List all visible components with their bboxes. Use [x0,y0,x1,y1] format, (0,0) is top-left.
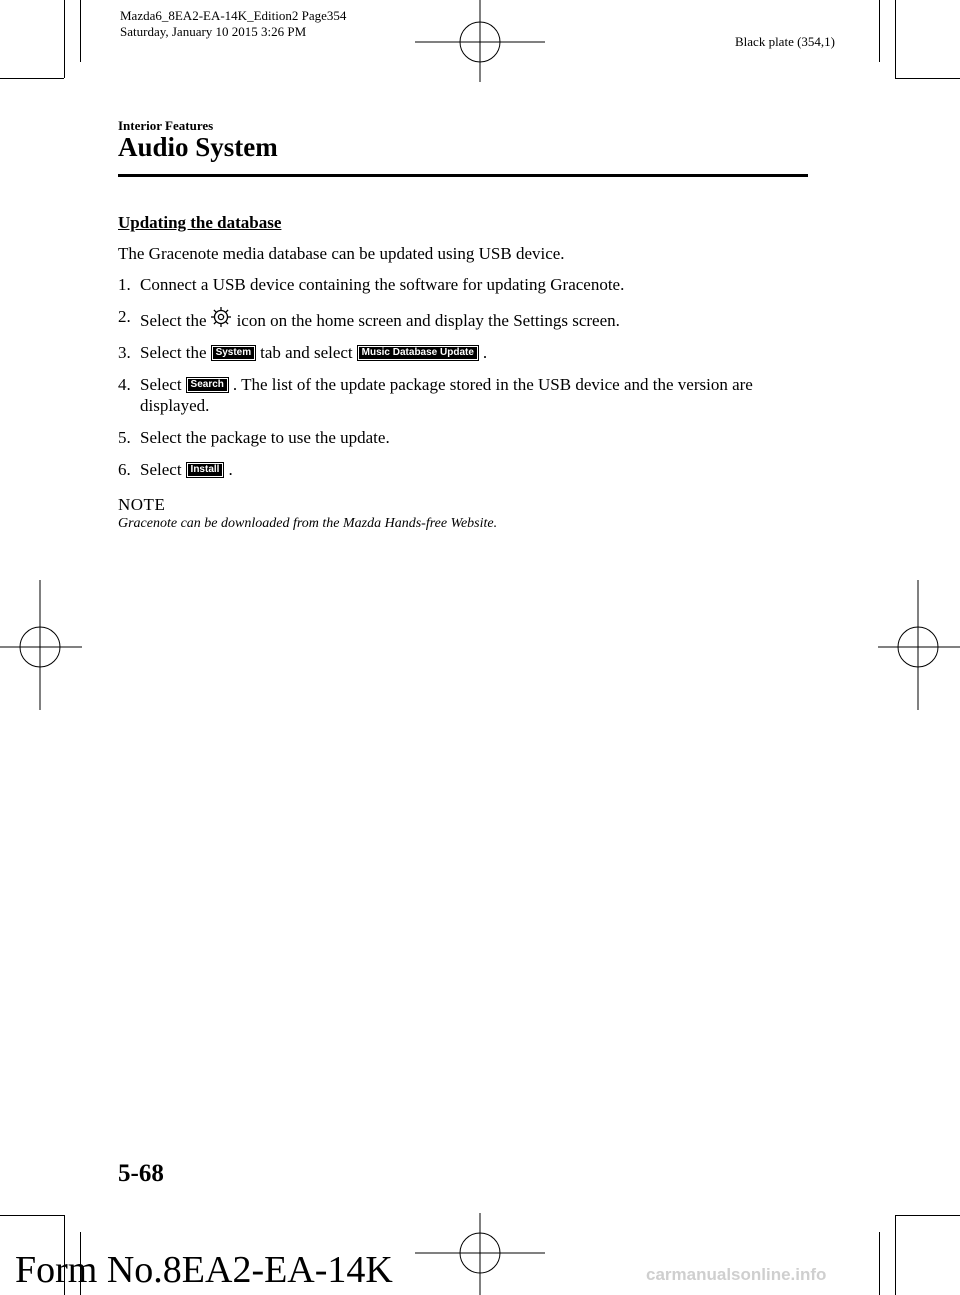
registration-mark-bottom [415,1213,545,1295]
page-title: Audio System [118,132,278,162]
crop-mark [879,0,880,62]
step-text-post: icon on the home screen and display the Settings screen. [236,311,620,330]
print-meta-date: Saturday, January 10 2015 3:26 PM [120,24,307,39]
crop-mark [895,1215,960,1216]
system-tab-button: System [211,345,257,361]
step-text-pre: Select the [140,343,207,362]
step-number: 3. [118,343,131,362]
step-number: 4. [118,375,131,394]
crop-mark [895,78,960,79]
section-label: Interior Features [118,118,214,133]
crop-mark [879,1232,880,1295]
step-number: 6. [118,460,131,479]
search-button: Search [186,377,229,393]
step-4 [118,374,808,416]
step-text-pre: Select [140,375,182,394]
step-text-mid: tab and select [260,343,353,362]
crop-mark [0,78,64,79]
form-number: Form No.8EA2-EA-14K [15,1249,393,1291]
crop-mark [895,1215,896,1295]
step-number: 2. [118,307,131,326]
crop-mark [64,0,65,78]
step-text: Select the package to use the update. [140,428,390,447]
step-text-post: . The list of the update package stored in the USB device and the version are displayed. [140,375,753,415]
registration-mark-right [878,580,960,710]
step-5 [118,427,808,448]
step-text: Connect a USB device containing the software for updating Gracenote. [140,275,625,294]
print-meta-file: Mazda6_8EA2-EA-14K_Edition2 Page354 [120,8,347,23]
note-text: Gracenote can be downloaded from the Mazda Hands-free Website. [118,516,498,531]
step-number: 5. [118,428,131,447]
title-rule [118,174,808,177]
step-text-post: . [482,343,488,362]
print-meta [120,8,346,40]
registration-mark-top [415,0,545,82]
step-text-post: . [228,460,233,479]
intro-paragraph: The Gracenote media database can be updated using USB device. [118,244,565,263]
step-6 [118,459,808,480]
step-text-pre: Select [140,460,182,479]
step-2 [118,306,808,331]
content-body [118,212,808,533]
step-1 [118,274,808,295]
step-number: 1. [118,275,131,294]
watermark: carmanualsonline.info [646,1265,827,1284]
crop-mark [895,0,896,78]
install-button: Install [186,462,225,478]
step-text-pre: Select the [140,311,207,330]
subheading: Updating the database [118,213,282,232]
crop-mark [0,1215,64,1216]
page-number: 5-68 [118,1160,164,1187]
crop-mark [80,0,81,62]
gear-icon [209,306,233,328]
registration-mark-left [0,580,82,710]
step-3 [118,342,808,363]
music-database-update-button: Music Database Update [357,345,479,361]
plate-label: Black plate (354,1) [735,34,835,49]
note-heading: NOTE [118,495,166,514]
